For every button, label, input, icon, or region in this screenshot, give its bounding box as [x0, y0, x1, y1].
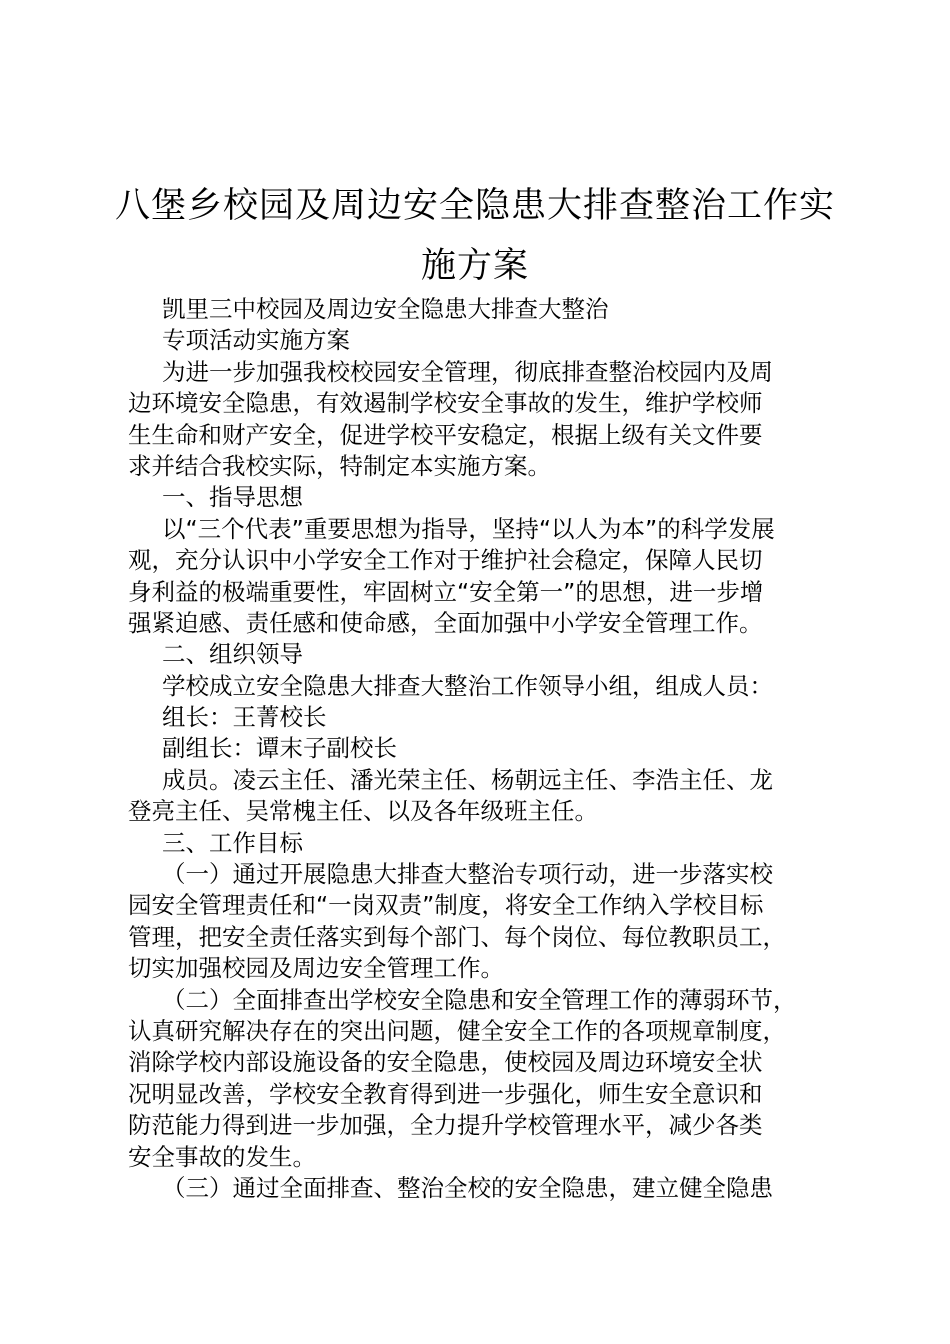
- body-line: 边环境安全隐患，有效遏制学校安全事故的发生，维护学校师: [128, 389, 763, 418]
- document-body: [128, 294, 828, 1204]
- body-line: 二、组织领导: [162, 640, 303, 669]
- body-line: 以“三个代表”重要思想为指导，坚持“以人为本”的科学发展: [162, 514, 775, 543]
- body-line: 消除学校内部设施设备的安全隐患，使校园及周边环境安全状: [128, 1048, 763, 1077]
- body-line: 身利益的极端重要性，牢固树立“安全第一”的思想，进一步增: [128, 577, 764, 606]
- body-line: 观，充分认识中小学安全工作对于维护社会稳定，保障人民切: [128, 546, 763, 575]
- body-line: 成员。凌云主任、潘光荣主任、杨朝远主任、李浩主任、龙: [162, 765, 773, 794]
- body-line: 求并结合我校实际，特制定本实施方案。: [128, 451, 551, 480]
- body-line: 学校成立安全隐患大排查大整治工作领导小组，组成人员：: [162, 671, 773, 700]
- body-line: 组长：王菁校长: [162, 703, 327, 732]
- body-line: 一、指导思想: [162, 483, 303, 512]
- body-line: 安全事故的发生。: [128, 1142, 316, 1171]
- document-title-line-2: 施方案: [420, 246, 529, 286]
- body-line: 强紧迫感、责任感和使命感，全面加强中小学安全管理工作。: [128, 608, 763, 637]
- body-line: 为进一步加强我校校园安全管理，彻底排查整治校园内及周: [162, 357, 773, 386]
- body-line: 园安全管理责任和“一岗双责”制度，将安全工作纳入学校目标: [128, 891, 764, 920]
- body-line: 三、工作目标: [162, 828, 303, 857]
- body-line: 认真研究解决存在的突出问题，健全安全工作的各项规章制度，: [128, 1016, 786, 1045]
- body-line: 专项活动实施方案: [162, 326, 350, 355]
- body-line: （一）通过开展隐患大排查大整治专项行动，进一步落实校: [162, 860, 773, 889]
- body-line: 生生命和财产安全，促进学校平安稳定，根据上级有关文件要: [128, 420, 763, 449]
- body-line: 防范能力得到进一步加强，全力提升学校管理水平，减少各类: [128, 1111, 763, 1140]
- body-line: 凯里三中校园及周边安全隐患大排查大整治: [162, 295, 609, 323]
- body-line: （三）通过全面排查、整治全校的安全隐患，建立健全隐患: [162, 1173, 773, 1202]
- document-title-line-1: 八堡乡校园及周边安全隐患大排查整治工作实: [114, 186, 835, 226]
- body-line: 管理，把安全责任落实到每个部门、每个岗位、每位教职员工，: [128, 922, 786, 951]
- body-line: 副组长：谭末子副校长: [162, 734, 397, 763]
- body-line: 登亮主任、吴常槐主任、以及各年级班主任。: [128, 797, 598, 826]
- body-line: （二）全面排查出学校安全隐患和安全管理工作的薄弱环节，: [162, 985, 797, 1014]
- body-line: 况明显改善，学校安全教育得到进一步强化，师生安全意识和: [128, 1079, 763, 1108]
- body-line: 切实加强校园及周边安全管理工作。: [128, 954, 504, 983]
